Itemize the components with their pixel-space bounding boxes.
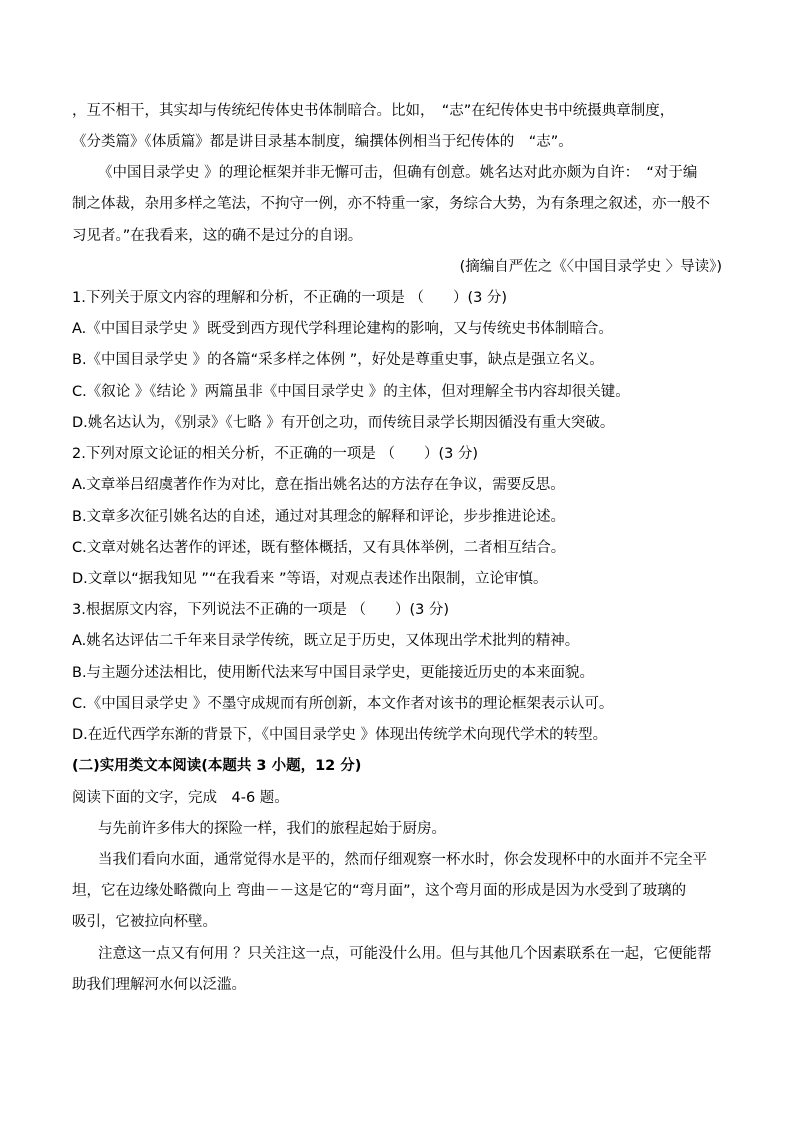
question-1-option-c: C.《叙论 》《结论 》两篇虽非《中国目录学史 》的主体，但对理解全书内容却很关键。	[72, 384, 630, 400]
question-1-option-b: B.《中国目录学史 》的各篇“采多样之体例 ”，好处是尊重史事，缺点是强立名义。	[72, 352, 604, 368]
question-3-option-d: D.在近代西学东渐的背景下，《中国目录学史 》体现出传统学术向现代学术的转型。	[72, 727, 608, 743]
question-1-stem: 1.下列关于原文内容的理解和分析，不正确的一项是 （ ）(3 分)	[72, 290, 508, 306]
passage-line: 与先前许多伟大的探险一样，我们的旅程起始于厨房。	[98, 821, 446, 837]
passage-line: 吸引，它被拉向杯壁。	[72, 914, 217, 930]
section-heading: (二)实用类文本阅读(本题共 3 小题，12 分)	[72, 758, 362, 774]
question-1-option-a: A.《中国目录学史 》既受到西方现代学科理论建构的影响，又与传统史书体制暗合。	[72, 321, 613, 337]
passage-line: 当我们看向水面，通常觉得水是平的，然而仔细观察一杯水时，你会发现杯中的水面并不完全平	[98, 852, 707, 868]
question-3-option-b: B.与主题分述法相比，使用断代法来写中国目录学史，更能接近历史的本来面貌。	[72, 665, 595, 681]
section-instruction: 阅读下面的文字，完成 4-6 题。	[72, 790, 289, 806]
passage-line: 坦，它在边缘处略微向上 弯曲－－这是它的“弯月面”，这个弯月面的形成是因为水受到了玻璃的	[72, 883, 687, 899]
passage-line: ，互不相干，其实却与传统纪传体史书体制暗合。比如， “志”在纪传体史书中统摄典章制度，	[72, 103, 675, 119]
question-2-option-a: A.文章举吕绍虞著作作为对比，意在指出姚名达的方法存在争议，需要反思。	[72, 477, 565, 493]
passage-line: 制之体裁，杂用多样之笔法，不拘守一例，亦不特重一家，务综合大势，为有条理之叙述，亦一般不	[72, 196, 710, 212]
question-3-option-c: C.《中国目录学史 》不墨守成规而有所创新，本文作者对该书的理论框架表示认可。	[72, 696, 614, 712]
question-2-stem: 2.下列对原文论证的相关分析，不正确的一项是 （ ）(3 分)	[72, 446, 479, 462]
passage-line: 《中国目录学史 》的理论框架并非无懈可击，但确有创意。姚名达对此亦颇为自许： “对于编	[98, 165, 698, 181]
passage-line: 注意这一点又有何用 ？只关注这一点，可能没什么用。但与其他几个因素联系在一起，它便能帮	[98, 946, 712, 962]
source-citation: (摘编自严佐之《〈中国目录学史 〉导读》)	[459, 259, 722, 275]
question-3-option-a: A.姚名达评估二千年来目录学传统，既立足于历史，又体现出学术批判的精神。	[72, 633, 580, 649]
question-2-option-c: C.文章对姚名达著作的评述，既有整体概括，又有具体举例，二者相互结合。	[72, 540, 566, 556]
question-1-option-d: D.姚名达认为，《别录》《七略 》有开创之功，而传统目录学长期因循没有重大突破。	[72, 415, 615, 431]
passage-line: 《分类篇》《体质篇》都是讲目录基本制度，编撰体例相当于纪传体的 “志”。	[72, 134, 573, 150]
question-2-option-b: B.文章多次征引姚名达的自述，通过对其理念的解释和评论，步步推进论述。	[72, 509, 566, 525]
question-2-option-d: D.文章以“据我知见 ”“在我看来 ”等语，对观点表述作出限制，立论审慎。	[72, 571, 548, 587]
passage-line: 助我们理解河水何以泛滥。	[72, 977, 246, 993]
question-3-stem: 3.根据原文内容，下列说法不正确的一项是 （ ）(3 分)	[72, 602, 450, 618]
passage-line: 习见者。”在我看来，这的确不是过分的自诩。	[72, 228, 363, 244]
